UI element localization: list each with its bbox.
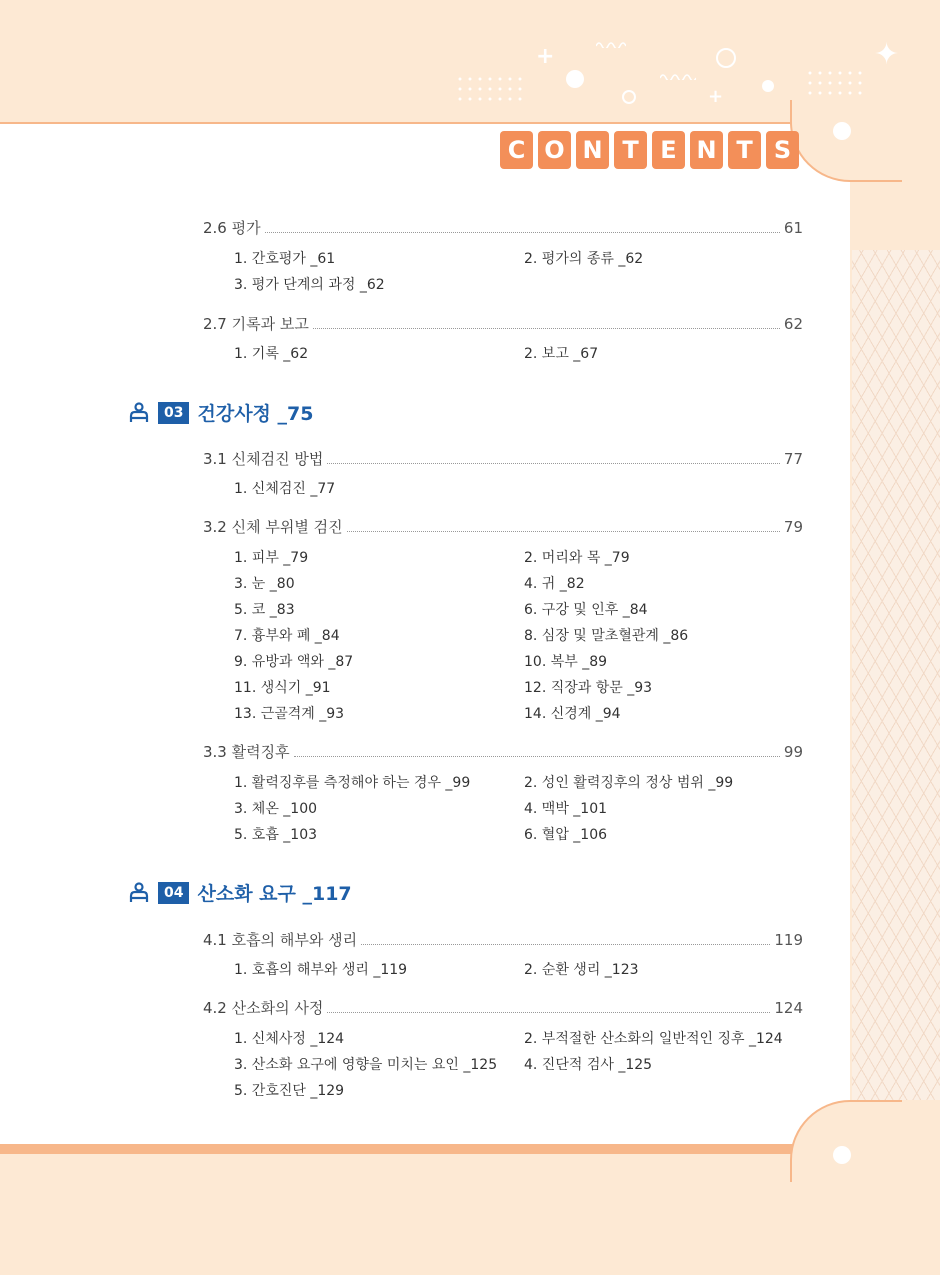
heading-letter: T (728, 131, 761, 169)
dot-leader (313, 328, 780, 329)
section-title: 4.1 호흡의 해부와 생리 (203, 931, 358, 949)
toc-item[interactable]: 2. 머리와 목 _79 (524, 550, 630, 566)
heading-letter: N (690, 131, 723, 169)
toc-item[interactable]: 1. 신체사정 _124 (234, 1031, 345, 1047)
page-number: 119 (774, 931, 803, 949)
toc-item[interactable]: 1. 호흡의 해부와 생리 _119 (234, 962, 408, 978)
toc-item[interactable]: 13. 근골격계 _93 (234, 706, 345, 722)
page-number: 77 (783, 450, 803, 468)
dot-pattern (805, 68, 865, 96)
toc-item[interactable]: 6. 구강 및 인후 _84 (524, 602, 648, 618)
toc-item[interactable]: 5. 호흡 _103 (234, 827, 318, 843)
page-number: 99 (783, 743, 803, 761)
heading-letter: S (766, 131, 799, 169)
heading-letter: N (576, 131, 609, 169)
toc-item[interactable]: 4. 귀 _82 (524, 576, 585, 592)
chapter-heading[interactable] (128, 879, 352, 906)
plus-icon: + (536, 44, 555, 69)
section-title: 3.1 신체검진 방법 (203, 450, 324, 468)
contents-heading (500, 131, 799, 169)
toc-item[interactable]: 3. 눈 _80 (234, 576, 295, 592)
toc-item[interactable]: 2. 평가의 종류 _62 (524, 251, 644, 267)
page-number: 61 (783, 219, 803, 237)
toc-item[interactable]: 1. 신체검진 _77 (234, 481, 336, 497)
toc-item[interactable]: 4. 맥박 _101 (524, 801, 608, 817)
person-icon (128, 882, 150, 904)
dot-pattern (455, 74, 525, 102)
dot-leader (361, 944, 770, 945)
section-title: 2.6 평가 (203, 219, 261, 237)
dot-leader (327, 463, 780, 464)
toc-item[interactable]: 11. 생식기 _91 (234, 680, 331, 696)
toc-item[interactable]: 2. 순환 생리 _123 (524, 962, 639, 978)
ring-deco (622, 90, 636, 104)
toc-item[interactable]: 2. 성인 활력징후의 정상 범위 _99 (524, 775, 734, 791)
toc-item[interactable]: 2. 부적절한 산소화의 일반적인 징후 _124 (524, 1031, 783, 1047)
toc-item[interactable]: 1. 피부 _79 (234, 550, 309, 566)
dot-leader (265, 232, 780, 233)
heading-letter: E (652, 131, 685, 169)
toc-item[interactable]: 3. 평가 단계의 과정 _62 (234, 277, 385, 293)
person-icon (128, 402, 150, 424)
toc-item[interactable]: 5. 코 _83 (234, 602, 295, 618)
dot-leader (347, 531, 780, 532)
toc-item[interactable]: 8. 심장 및 말초혈관계 _86 (524, 628, 689, 644)
wave-deco (660, 72, 696, 80)
toc-section[interactable] (203, 997, 803, 1018)
toc-item[interactable]: 5. 간호진단 _129 (234, 1083, 345, 1099)
toc-item[interactable]: 9. 유방과 액와 _87 (234, 654, 354, 670)
page-number: 79 (783, 518, 803, 536)
side-pattern (852, 250, 940, 1100)
section-title: 4.2 산소화의 사정 (203, 999, 324, 1017)
page-number: 62 (783, 315, 803, 333)
dot-leader (327, 1012, 770, 1013)
toc-item[interactable]: 14. 신경계 _94 (524, 706, 621, 722)
chapter-number: 04 (158, 882, 189, 904)
toc-item[interactable]: 10. 복부 _89 (524, 654, 608, 670)
page-number: 124 (774, 999, 803, 1017)
heading-letter: T (614, 131, 647, 169)
toc-item[interactable]: 6. 혈압 _106 (524, 827, 608, 843)
toc-section[interactable] (203, 516, 803, 537)
circle-deco (762, 80, 774, 92)
circle-deco (566, 70, 584, 88)
plus-icon: + (708, 86, 724, 107)
toc-section[interactable] (203, 313, 803, 334)
section-title: 3.3 활력징후 (203, 743, 290, 761)
chapter-title: 건강사정 _75 (197, 403, 314, 425)
toc-section[interactable] (203, 217, 803, 238)
section-title: 3.2 신체 부위별 검진 (203, 518, 343, 536)
wave-deco (596, 40, 626, 48)
toc-item[interactable]: 3. 산소화 요구에 영향을 미치는 요인 _125 (234, 1057, 498, 1073)
toc-section[interactable] (203, 741, 803, 762)
dot-leader (294, 756, 780, 757)
section-title: 2.7 기록과 보고 (203, 315, 309, 333)
toc-item[interactable]: 3. 체온 _100 (234, 801, 318, 817)
circle-deco (833, 122, 851, 140)
toc-section[interactable] (203, 448, 803, 469)
chapter-heading[interactable] (128, 399, 313, 426)
toc-item[interactable]: 7. 흉부와 폐 _84 (234, 628, 340, 644)
toc-item[interactable]: 1. 활력징후를 측정해야 하는 경우 _99 (234, 775, 471, 791)
toc-item[interactable]: 12. 직장과 항문 _93 (524, 680, 653, 696)
toc-item[interactable]: 4. 진단적 검사 _125 (524, 1057, 653, 1073)
heading-letter: C (500, 131, 533, 169)
toc-item[interactable]: 1. 간호평가 _61 (234, 251, 336, 267)
circle-deco (833, 1146, 851, 1164)
ring-deco (716, 48, 736, 68)
sparkle-icon: ✦ (874, 37, 900, 72)
toc-item[interactable]: 2. 보고 _67 (524, 346, 599, 362)
heading-letter: O (538, 131, 571, 169)
toc-item[interactable]: 1. 기록 _62 (234, 346, 309, 362)
toc-section[interactable] (203, 929, 803, 950)
chapter-title: 산소화 요구 _117 (197, 883, 352, 905)
chapter-number: 03 (158, 402, 189, 424)
